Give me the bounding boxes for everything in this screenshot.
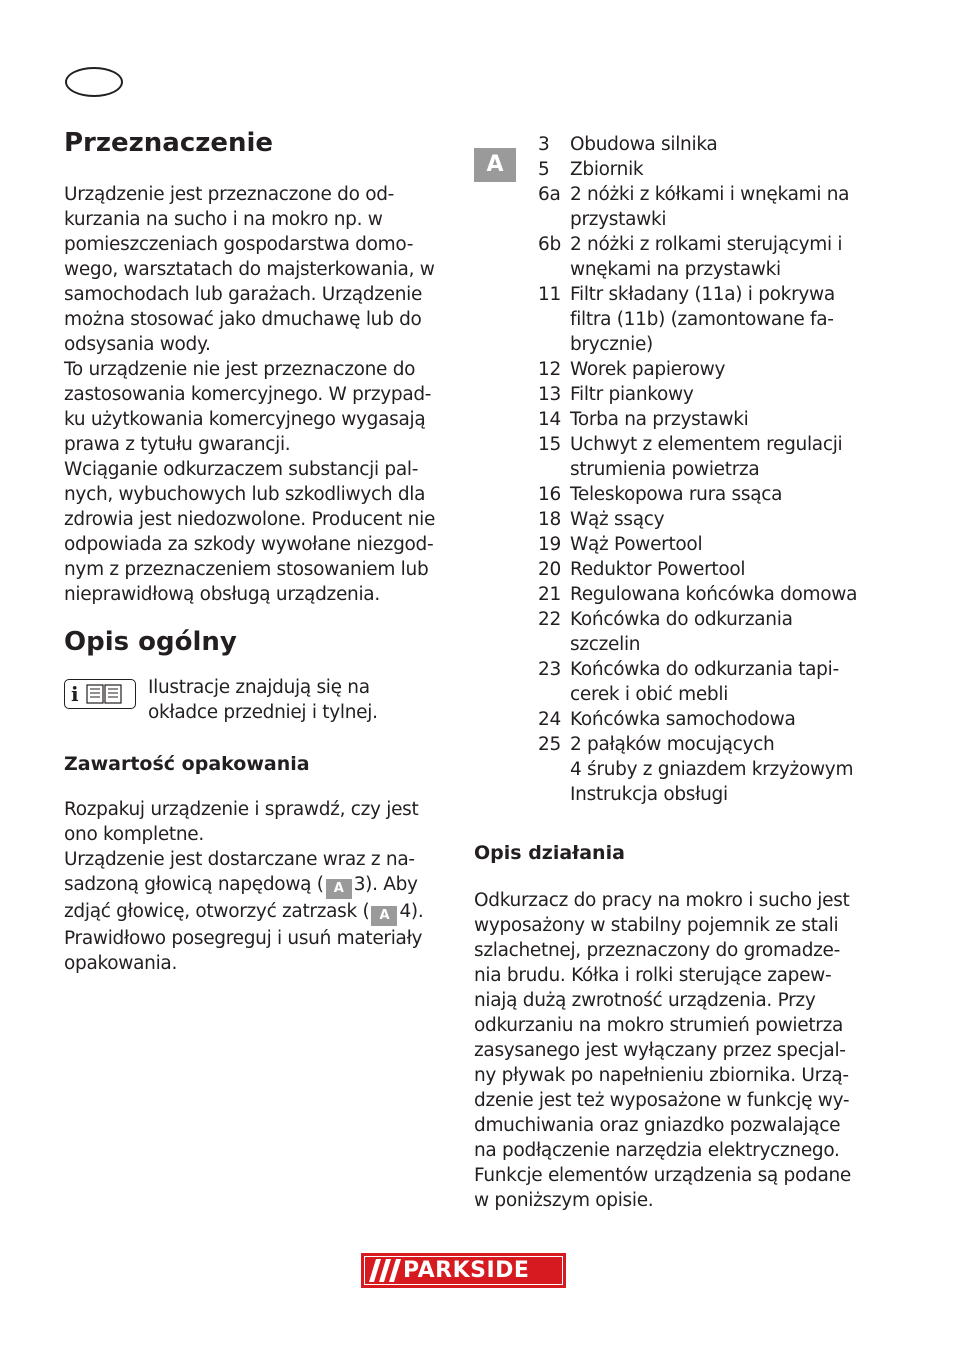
list-item [538, 382, 874, 407]
list-item [538, 407, 874, 432]
list-item-text: Reduktor Powertool [570, 559, 746, 580]
list-item-text: Końcówka do odkurzania szczelin [570, 609, 793, 655]
list-item-text: 2 nóżki z kółkami i wnękami na przystawki [570, 184, 850, 230]
info-note [64, 675, 449, 725]
list-item-number: 6a [538, 184, 561, 205]
list-item-number: 13 [538, 384, 561, 405]
list-item [538, 132, 874, 157]
list-item [538, 357, 874, 382]
list-item-number: 19 [538, 534, 561, 555]
list-item [538, 707, 874, 732]
package-text-part2: zdjąć głowicę, otworzyć zatrzask ( [64, 901, 370, 922]
info-text: Ilustracje znajdują się na okładce przedniej i tylnej. [148, 677, 378, 723]
list-item-text: 2 nóżki z rolkami sterującymi i wnękami na przystawki [570, 234, 843, 280]
list-item-text: Końcówka samochodowa [570, 709, 796, 730]
list-item-number: 22 [538, 609, 561, 630]
heading-przeznaczenie: Przeznaczenie [64, 128, 274, 158]
list-item-text: Końcówka do odkurzania tapi- cerek i obić mebli [570, 659, 839, 705]
list-item [538, 657, 874, 707]
list-item-text: Regulowana końcówka domowa [570, 584, 858, 605]
list-item-number: 3 [538, 134, 550, 155]
list-item-text: Teleskopowa rura ssąca [570, 484, 783, 505]
figure-a-badge-large: A [474, 148, 516, 182]
list-item [538, 282, 874, 357]
list-item-number: 21 [538, 584, 561, 605]
list-item [538, 157, 874, 182]
list-item-number: 5 [538, 159, 550, 180]
list-item [538, 732, 874, 807]
list-item-text: Torba na przystawki [570, 409, 749, 430]
list-item-text: Obudowa silnika [570, 134, 718, 155]
list-item-text: Wąż ssący [570, 509, 665, 530]
logo-slashes-icon [369, 1259, 403, 1282]
package-contents-text [64, 797, 449, 976]
list-item-number: 6b [538, 234, 561, 255]
list-item-number: 25 [538, 734, 561, 755]
list-item [538, 182, 874, 232]
language-indicator [65, 67, 123, 97]
list-item-number: 20 [538, 559, 561, 580]
list-item-number: 16 [538, 484, 561, 505]
parts-list [538, 132, 874, 807]
list-item-text: Filtr składany (11a) i pokrywa filtra (11b) (zamontowane fa- brycznie) [570, 284, 835, 355]
function-description-text: Odkurzacz do pracy na mokro i sucho jest wyposażony w stabilny pojemnik ze stali szlachetnej, przeznaczony do gromadze- nia brudu. Kółka i rolki sterujące zapew- niają dużą zwrotność urządzenia. Przy odkurzaniu na mokro strumień powietrza zasysanego jest wyłączany przez specjal- ny pływak po napełnieniu zbiornika. Urzą- dzenie jest też wyposażone w funkcję wy- dmuchiwania oraz gniazdko pozwalające na podłączenie narzędzia elektrycznego. Funkcje elementów urządzenia są podane w poniższym opisie. [474, 890, 851, 1211]
list-item [538, 582, 874, 607]
list-item [538, 232, 874, 282]
list-item [538, 557, 874, 582]
logo-text: PARKSIDE [403, 1258, 530, 1283]
list-item-number: 23 [538, 659, 561, 680]
list-item-text: Wąż Powertool [570, 534, 703, 555]
list-item-number: 11 [538, 284, 561, 305]
right-column [474, 132, 874, 1213]
list-item-text: Zbiornik [570, 159, 644, 180]
heading-opis-ogolny: Opis ogólny [64, 627, 237, 657]
list-item [538, 507, 874, 532]
list-item-number: 18 [538, 509, 561, 530]
package-text-part1: Rozpakuj urządzenie i sprawdź, czy jest ono kompletne. Urządzenie jest dostarczane wraz z na- sadzoną głowicą napędową ( [64, 799, 419, 895]
list-item-number: 15 [538, 434, 561, 455]
list-item-number: 24 [538, 709, 561, 730]
list-item [538, 482, 874, 507]
heading-zawartosc-opakowania: Zawartość opakowania [64, 753, 310, 775]
list-item-text: Worek papierowy [570, 359, 726, 380]
list-item-text: 2 pałąków mocujących 4 śruby z gniazdem krzyżowym Instrukcja obsługi [570, 734, 854, 805]
list-item-number: 12 [538, 359, 561, 380]
package-ref1: 3). Aby [353, 874, 418, 895]
figure-a-badge: A [371, 906, 397, 926]
list-item-text: Filtr piankowy [570, 384, 694, 405]
parkside-logo [361, 1253, 566, 1288]
intended-use-text: Urządzenie jest przeznaczone do od- kurzania na sucho i na mokro np. w pomieszczeniach gospodarstwa domo- wego, warsztatach do majsterkowania, w samochodach lub garażach. Urządzenie można stosować jako dmuchawę lub do odsysania wody. To urządzenie nie jest przeznaczone do zastosowania komercyjnego. W przypad- ku użytkowania komercyjnego wygasają prawa z tytułu gwarancji. Wciąganie odkurzaczem substancji pal- nych, wybuchowych lub szkodliwych dla zdrowia jest niedozwolone. Producent nie odpowiada za szkody wywołane niezgod- nym z przeznaczeniem stosowaniem lub nieprawidłową obsługą urządzenia. [64, 184, 436, 605]
list-item [538, 432, 874, 482]
heading-opis-dzialania: Opis działania [474, 842, 625, 864]
list-item-text: Uchwyt z elementem regulacji strumienia powietrza [570, 434, 843, 480]
left-column [64, 124, 449, 976]
figure-a-badge: A [326, 879, 352, 899]
info-book-icon: i [64, 679, 136, 709]
package-ref2: 4). [399, 901, 424, 922]
list-item [538, 607, 874, 657]
package-text-part3: Prawidłowo posegreguj i usuń materiały opakowania. [64, 928, 423, 974]
list-item [538, 532, 874, 557]
list-item-number: 14 [538, 409, 561, 430]
